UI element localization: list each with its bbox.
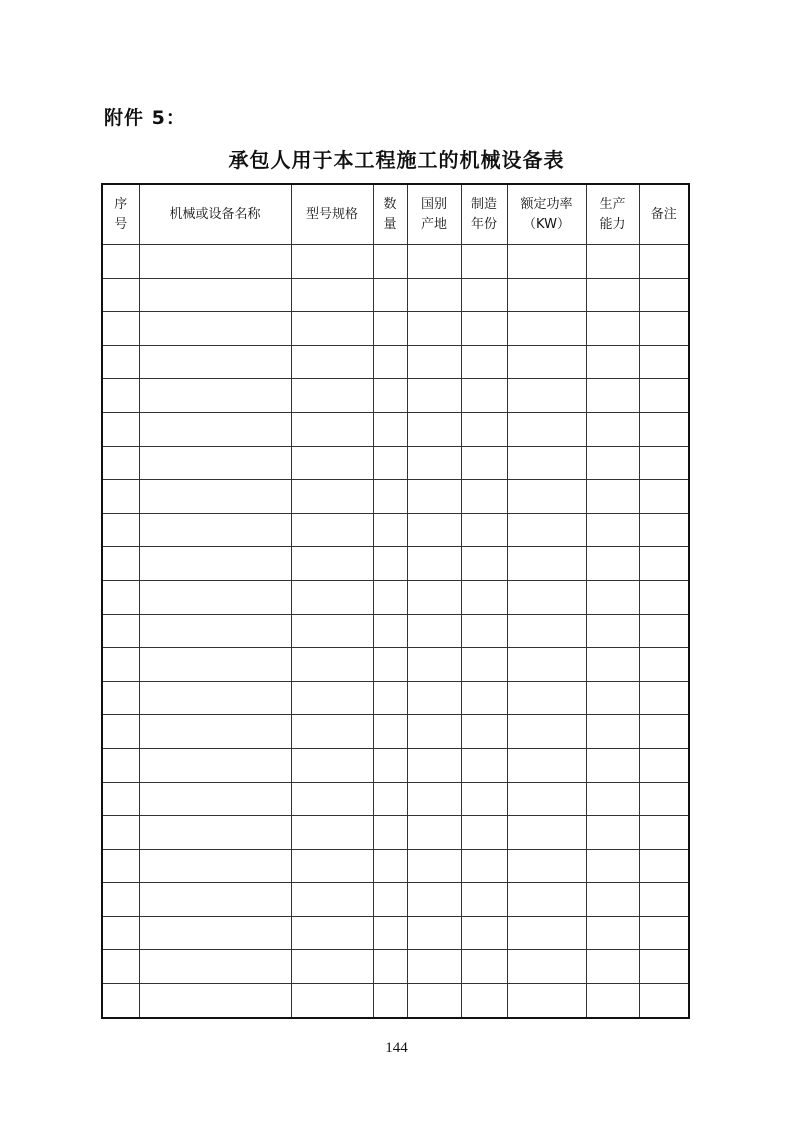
table-cell-year bbox=[461, 950, 507, 984]
table-cell-model bbox=[291, 984, 373, 1018]
table-cell-year bbox=[461, 782, 507, 816]
table-cell-capacity bbox=[586, 883, 639, 917]
table-cell-origin bbox=[407, 849, 461, 883]
table-row bbox=[102, 547, 689, 581]
table-cell-remarks bbox=[639, 916, 689, 950]
table-cell-model bbox=[291, 412, 373, 446]
table-cell-year bbox=[461, 412, 507, 446]
table-cell-seq bbox=[102, 547, 139, 581]
table-cell-remarks bbox=[639, 379, 689, 413]
table-cell-year bbox=[461, 580, 507, 614]
table-cell-model bbox=[291, 648, 373, 682]
table-cell-qty bbox=[373, 513, 407, 547]
table-cell-origin bbox=[407, 245, 461, 279]
document-title: 承包人用于本工程施工的机械设备表 bbox=[228, 148, 565, 172]
table-row bbox=[102, 345, 689, 379]
table-cell-origin bbox=[407, 681, 461, 715]
table-cell-name bbox=[139, 547, 291, 581]
table-cell-capacity bbox=[586, 950, 639, 984]
table-cell-name bbox=[139, 748, 291, 782]
table-cell-capacity bbox=[586, 849, 639, 883]
table-cell-remarks bbox=[639, 849, 689, 883]
table-cell-model bbox=[291, 379, 373, 413]
table-cell-qty bbox=[373, 748, 407, 782]
table-cell-name bbox=[139, 681, 291, 715]
table-cell-capacity bbox=[586, 648, 639, 682]
table-cell-name bbox=[139, 278, 291, 312]
table-cell-power bbox=[507, 748, 586, 782]
table-row bbox=[102, 379, 689, 413]
table-cell-qty bbox=[373, 379, 407, 413]
table-cell-model bbox=[291, 681, 373, 715]
table-cell-year bbox=[461, 648, 507, 682]
table-cell-qty bbox=[373, 916, 407, 950]
table-cell-seq bbox=[102, 446, 139, 480]
table-cell-capacity bbox=[586, 547, 639, 581]
table-cell-qty bbox=[373, 614, 407, 648]
table-cell-remarks bbox=[639, 715, 689, 749]
table-cell-model bbox=[291, 782, 373, 816]
table-cell-power bbox=[507, 312, 586, 346]
table-cell-seq bbox=[102, 950, 139, 984]
table-cell-capacity bbox=[586, 816, 639, 850]
table-row bbox=[102, 412, 689, 446]
table-cell-origin bbox=[407, 883, 461, 917]
table-cell-power bbox=[507, 480, 586, 514]
table-cell-name bbox=[139, 245, 291, 279]
table-cell-model bbox=[291, 580, 373, 614]
table-cell-qty bbox=[373, 312, 407, 346]
table-row bbox=[102, 648, 689, 682]
table-cell-capacity bbox=[586, 379, 639, 413]
table-header-row bbox=[102, 184, 689, 245]
table-row bbox=[102, 278, 689, 312]
table-cell-qty bbox=[373, 412, 407, 446]
table-cell-remarks bbox=[639, 245, 689, 279]
table-cell-name bbox=[139, 513, 291, 547]
header-model-spec: 型号规格 bbox=[291, 184, 373, 245]
table-cell-remarks bbox=[639, 312, 689, 346]
table-cell-year bbox=[461, 916, 507, 950]
table-cell-remarks bbox=[639, 513, 689, 547]
table-cell-year bbox=[461, 849, 507, 883]
table-cell-seq bbox=[102, 345, 139, 379]
table-cell-year bbox=[461, 883, 507, 917]
table-cell-power bbox=[507, 345, 586, 379]
table-cell-model bbox=[291, 849, 373, 883]
table-cell-capacity bbox=[586, 312, 639, 346]
table-cell-capacity bbox=[586, 345, 639, 379]
table-cell-name bbox=[139, 984, 291, 1018]
table-cell-origin bbox=[407, 278, 461, 312]
table-cell-remarks bbox=[639, 278, 689, 312]
table-cell-capacity bbox=[586, 748, 639, 782]
table-cell-origin bbox=[407, 950, 461, 984]
table-cell-name bbox=[139, 379, 291, 413]
table-body bbox=[102, 245, 689, 1018]
table-row bbox=[102, 446, 689, 480]
table-cell-origin bbox=[407, 816, 461, 850]
table-cell-seq bbox=[102, 849, 139, 883]
table-cell-seq bbox=[102, 648, 139, 682]
table-row bbox=[102, 883, 689, 917]
table-cell-origin bbox=[407, 446, 461, 480]
table-cell-remarks bbox=[639, 950, 689, 984]
table-cell-capacity bbox=[586, 984, 639, 1018]
table-cell-name bbox=[139, 883, 291, 917]
table-cell-qty bbox=[373, 883, 407, 917]
table-cell-remarks bbox=[639, 816, 689, 850]
table-row bbox=[102, 580, 689, 614]
table-cell-capacity bbox=[586, 245, 639, 279]
table-cell-seq bbox=[102, 916, 139, 950]
table-cell-qty bbox=[373, 816, 407, 850]
table-cell-remarks bbox=[639, 580, 689, 614]
table-cell-qty bbox=[373, 681, 407, 715]
table-cell-model bbox=[291, 245, 373, 279]
table-cell-year bbox=[461, 984, 507, 1018]
table-cell-seq bbox=[102, 379, 139, 413]
table-cell-remarks bbox=[639, 883, 689, 917]
table-row bbox=[102, 681, 689, 715]
table-cell-model bbox=[291, 312, 373, 346]
table-cell-remarks bbox=[639, 446, 689, 480]
table-cell-year bbox=[461, 816, 507, 850]
table-cell-seq bbox=[102, 614, 139, 648]
table-cell-capacity bbox=[586, 513, 639, 547]
table-cell-capacity bbox=[586, 681, 639, 715]
table-row bbox=[102, 950, 689, 984]
table-cell-origin bbox=[407, 715, 461, 749]
table-cell-year bbox=[461, 614, 507, 648]
table-cell-qty bbox=[373, 950, 407, 984]
table-cell-origin bbox=[407, 984, 461, 1018]
table-cell-capacity bbox=[586, 580, 639, 614]
table-cell-year bbox=[461, 312, 507, 346]
table-cell-origin bbox=[407, 580, 461, 614]
table-cell-seq bbox=[102, 412, 139, 446]
table-cell-origin bbox=[407, 480, 461, 514]
table-cell-seq bbox=[102, 984, 139, 1018]
table-cell-qty bbox=[373, 345, 407, 379]
table-cell-qty bbox=[373, 278, 407, 312]
table-cell-model bbox=[291, 345, 373, 379]
table-cell-seq bbox=[102, 883, 139, 917]
table-row bbox=[102, 245, 689, 279]
table-cell-model bbox=[291, 513, 373, 547]
table-cell-qty bbox=[373, 245, 407, 279]
table-cell-power bbox=[507, 715, 586, 749]
header-equipment-name: 机械或设备名称 bbox=[139, 184, 291, 245]
table-cell-remarks bbox=[639, 547, 689, 581]
table-cell-capacity bbox=[586, 916, 639, 950]
table-cell-capacity bbox=[586, 446, 639, 480]
table-cell-power bbox=[507, 412, 586, 446]
table-cell-origin bbox=[407, 748, 461, 782]
table-cell-origin bbox=[407, 513, 461, 547]
table-cell-origin bbox=[407, 648, 461, 682]
table-cell-qty bbox=[373, 648, 407, 682]
attachment-label: 附件 5： bbox=[104, 107, 186, 129]
table-cell-qty bbox=[373, 782, 407, 816]
table-cell-year bbox=[461, 245, 507, 279]
table-cell-seq bbox=[102, 278, 139, 312]
table-cell-power bbox=[507, 916, 586, 950]
table-cell-capacity bbox=[586, 278, 639, 312]
table-row bbox=[102, 513, 689, 547]
table-cell-model bbox=[291, 916, 373, 950]
table-cell-power bbox=[507, 648, 586, 682]
table-cell-name bbox=[139, 312, 291, 346]
table-cell-remarks bbox=[639, 345, 689, 379]
table-cell-power bbox=[507, 984, 586, 1018]
table-cell-year bbox=[461, 379, 507, 413]
table-cell-origin bbox=[407, 312, 461, 346]
table-cell-origin bbox=[407, 345, 461, 379]
header-manufacture-year: 制造 年份 bbox=[461, 184, 507, 245]
table-cell-name bbox=[139, 580, 291, 614]
table-cell-year bbox=[461, 715, 507, 749]
table-cell-origin bbox=[407, 547, 461, 581]
header-seq: 序 号 bbox=[102, 184, 139, 245]
table-cell-capacity bbox=[586, 715, 639, 749]
table-cell-year bbox=[461, 480, 507, 514]
table-cell-name bbox=[139, 345, 291, 379]
table-cell-power bbox=[507, 883, 586, 917]
table-cell-name bbox=[139, 412, 291, 446]
table-cell-year bbox=[461, 345, 507, 379]
table-cell-seq bbox=[102, 312, 139, 346]
table-cell-seq bbox=[102, 816, 139, 850]
table-cell-seq bbox=[102, 513, 139, 547]
table-cell-name bbox=[139, 950, 291, 984]
table-cell-remarks bbox=[639, 412, 689, 446]
table-cell-seq bbox=[102, 681, 139, 715]
table-cell-qty bbox=[373, 984, 407, 1018]
table-cell-model bbox=[291, 614, 373, 648]
header-capacity: 生产 能力 bbox=[586, 184, 639, 245]
table-cell-remarks bbox=[639, 648, 689, 682]
table-cell-qty bbox=[373, 849, 407, 883]
table-cell-model bbox=[291, 547, 373, 581]
table-cell-year bbox=[461, 748, 507, 782]
table-cell-model bbox=[291, 748, 373, 782]
table-cell-seq bbox=[102, 580, 139, 614]
table-cell-year bbox=[461, 681, 507, 715]
table-row bbox=[102, 782, 689, 816]
table-cell-capacity bbox=[586, 480, 639, 514]
table-cell-power bbox=[507, 278, 586, 312]
table-cell-remarks bbox=[639, 480, 689, 514]
table-cell-power bbox=[507, 379, 586, 413]
table-cell-model bbox=[291, 816, 373, 850]
table-cell-qty bbox=[373, 547, 407, 581]
table-row bbox=[102, 614, 689, 648]
table-row bbox=[102, 816, 689, 850]
table-cell-year bbox=[461, 547, 507, 581]
table-cell-name bbox=[139, 715, 291, 749]
table-cell-name bbox=[139, 648, 291, 682]
table-cell-qty bbox=[373, 715, 407, 749]
table-cell-name bbox=[139, 446, 291, 480]
table-cell-seq bbox=[102, 480, 139, 514]
table-cell-power bbox=[507, 580, 586, 614]
table-cell-power bbox=[507, 950, 586, 984]
table-cell-qty bbox=[373, 480, 407, 514]
table-cell-name bbox=[139, 849, 291, 883]
table-cell-power bbox=[507, 782, 586, 816]
table-cell-power bbox=[507, 849, 586, 883]
table-cell-power bbox=[507, 681, 586, 715]
table-cell-seq bbox=[102, 715, 139, 749]
table-cell-qty bbox=[373, 580, 407, 614]
table-cell-model bbox=[291, 446, 373, 480]
table-row bbox=[102, 748, 689, 782]
table-cell-seq bbox=[102, 748, 139, 782]
table-cell-remarks bbox=[639, 782, 689, 816]
table-cell-power bbox=[507, 245, 586, 279]
table-cell-remarks bbox=[639, 614, 689, 648]
table-cell-capacity bbox=[586, 782, 639, 816]
table-cell-year bbox=[461, 513, 507, 547]
header-rated-power: 额定功率 （KW） bbox=[507, 184, 586, 245]
header-origin: 国别 产地 bbox=[407, 184, 461, 245]
table-row bbox=[102, 480, 689, 514]
table-cell-seq bbox=[102, 245, 139, 279]
table-cell-name bbox=[139, 916, 291, 950]
table-cell-remarks bbox=[639, 748, 689, 782]
table-cell-year bbox=[461, 278, 507, 312]
table-row bbox=[102, 984, 689, 1018]
table-cell-power bbox=[507, 513, 586, 547]
table-row bbox=[102, 849, 689, 883]
table-cell-model bbox=[291, 480, 373, 514]
table-cell-model bbox=[291, 278, 373, 312]
table-cell-origin bbox=[407, 916, 461, 950]
table-cell-name bbox=[139, 480, 291, 514]
table-row bbox=[102, 916, 689, 950]
table-cell-origin bbox=[407, 412, 461, 446]
table-cell-model bbox=[291, 715, 373, 749]
header-quantity: 数 量 bbox=[373, 184, 407, 245]
table-cell-model bbox=[291, 950, 373, 984]
table-cell-name bbox=[139, 816, 291, 850]
table-cell-year bbox=[461, 446, 507, 480]
table-cell-power bbox=[507, 614, 586, 648]
table-cell-power bbox=[507, 446, 586, 480]
table-cell-origin bbox=[407, 782, 461, 816]
table-cell-origin bbox=[407, 379, 461, 413]
table-cell-remarks bbox=[639, 681, 689, 715]
equipment-table bbox=[101, 183, 690, 1019]
table-cell-remarks bbox=[639, 984, 689, 1018]
table-cell-qty bbox=[373, 446, 407, 480]
table-row bbox=[102, 312, 689, 346]
table-cell-model bbox=[291, 883, 373, 917]
table-cell-capacity bbox=[586, 412, 639, 446]
table-cell-origin bbox=[407, 614, 461, 648]
table-cell-seq bbox=[102, 782, 139, 816]
table-cell-name bbox=[139, 782, 291, 816]
table-cell-name bbox=[139, 614, 291, 648]
header-remarks: 备注 bbox=[639, 184, 689, 245]
page-number: 144 bbox=[385, 1040, 408, 1056]
table-cell-power bbox=[507, 816, 586, 850]
table-row bbox=[102, 715, 689, 749]
table-cell-capacity bbox=[586, 614, 639, 648]
table-cell-power bbox=[507, 547, 586, 581]
